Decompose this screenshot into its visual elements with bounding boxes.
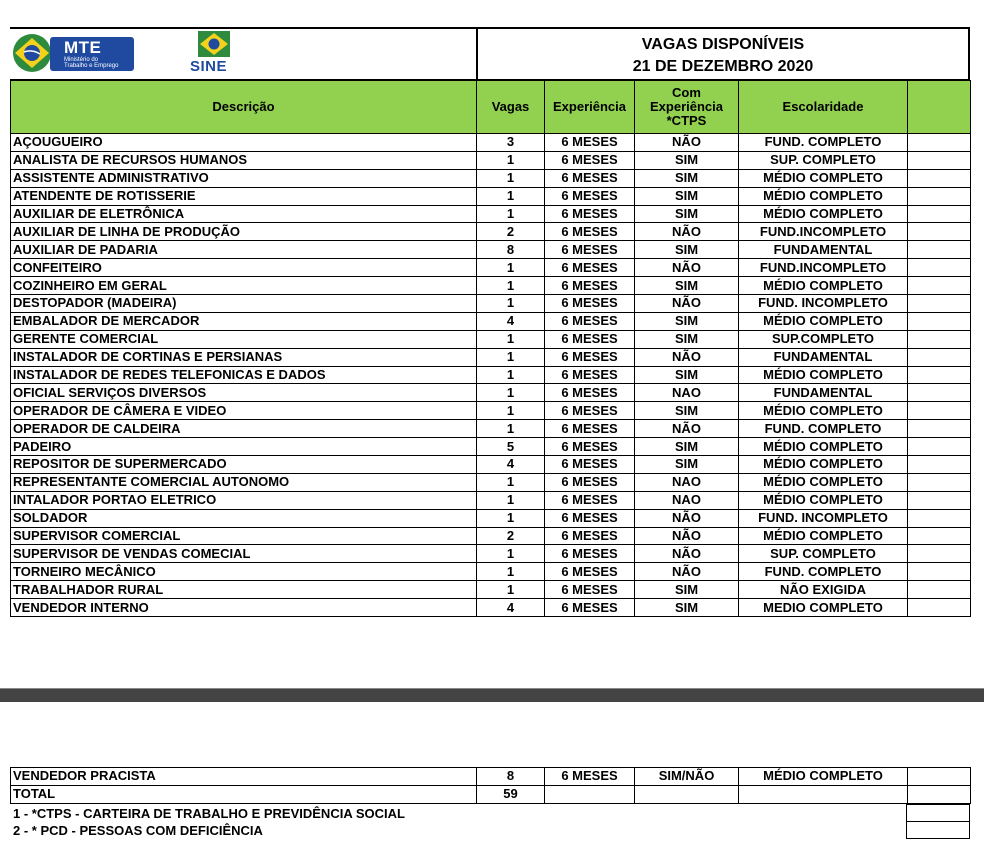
- cell-escolaridade: FUNDAMENTAL: [739, 241, 908, 259]
- cell-descricao: AUXILIAR DE ELETRÔNICA: [11, 205, 477, 223]
- table-header-row: [11, 81, 971, 134]
- cell-ctps: SIM: [635, 277, 739, 295]
- cell-blank: [908, 456, 971, 474]
- cell-vagas: 4: [477, 456, 545, 474]
- cell-blank: [908, 545, 971, 563]
- cell-blank: [908, 599, 971, 617]
- cell-ctps: SIM: [635, 581, 739, 599]
- table-row: [11, 134, 971, 152]
- table-row: [11, 312, 971, 330]
- cell-blank: [908, 384, 971, 402]
- cell-escolaridade: SUP.COMPLETO: [739, 330, 908, 348]
- cell-descricao: INSTALADOR DE REDES TELEFONICAS E DADOS: [11, 366, 477, 384]
- cell-descricao: REPRESENTANTE COMERCIAL AUTONOMO: [11, 473, 477, 491]
- cell-ctps: NAO: [635, 473, 739, 491]
- cell-vagas: 1: [477, 277, 545, 295]
- cell-ctps: SIM: [635, 187, 739, 205]
- cell-vagas: 1: [477, 330, 545, 348]
- cell-vagas: 1: [477, 366, 545, 384]
- table-row: [11, 491, 971, 509]
- cell-vagas: 2: [477, 527, 545, 545]
- cell-vagas: 1: [477, 151, 545, 169]
- cell-experiencia: 6 MESES: [545, 223, 635, 241]
- cell-blank: [908, 581, 971, 599]
- cell-escolaridade: SUP. COMPLETO: [739, 545, 908, 563]
- table-row: [11, 187, 971, 205]
- summary-table: [10, 767, 971, 804]
- cell-vagas: 1: [477, 420, 545, 438]
- cell-descricao: CONFEITEIRO: [11, 259, 477, 277]
- cell-experiencia: 6 MESES: [545, 509, 635, 527]
- cell-experiencia: 6 MESES: [545, 599, 635, 617]
- cell-descricao: REPOSITOR DE SUPERMERCADO: [11, 456, 477, 474]
- cell-ctps: SIM: [635, 330, 739, 348]
- cell-escolaridade: FUND.INCOMPLETO: [739, 259, 908, 277]
- cell-vagas: 59: [477, 785, 545, 803]
- cell-descricao: INTALADOR PORTAO ELETRICO: [11, 491, 477, 509]
- cell-experiencia: 6 MESES: [545, 527, 635, 545]
- cell-experiencia: 6 MESES: [545, 545, 635, 563]
- cell-escolaridade: MÉDIO COMPLETO: [739, 491, 908, 509]
- cell-blank: [908, 295, 971, 313]
- summary-table-body: [11, 768, 971, 804]
- cell-ctps: SIM: [635, 151, 739, 169]
- cell-descricao: AUXILIAR DE PADARIA: [11, 241, 477, 259]
- cell-ctps: NÃO: [635, 509, 739, 527]
- cell-ctps: SIM: [635, 241, 739, 259]
- cell-blank: [908, 259, 971, 277]
- cell-vagas: 1: [477, 169, 545, 187]
- cell-vagas: 4: [477, 599, 545, 617]
- cell-experiencia: 6 MESES: [545, 366, 635, 384]
- cell-ctps: NAO: [635, 491, 739, 509]
- cell-escolaridade: MÉDIO COMPLETO: [739, 277, 908, 295]
- cell-descricao: SUPERVISOR DE VENDAS COMECIAL: [11, 545, 477, 563]
- cell-ctps: SIM: [635, 599, 739, 617]
- cell-ctps: NÃO: [635, 563, 739, 581]
- cell-escolaridade: FUND. COMPLETO: [739, 563, 908, 581]
- cell-vagas: 8: [477, 768, 545, 786]
- cell-descricao: INSTALADOR DE CORTINAS E PERSIANAS: [11, 348, 477, 366]
- cell-experiencia: 6 MESES: [545, 330, 635, 348]
- cell-descricao: ASSISTENTE ADMINISTRATIVO: [11, 169, 477, 187]
- cell-vagas: 1: [477, 259, 545, 277]
- table-row: [11, 599, 971, 617]
- cell-vagas: 1: [477, 563, 545, 581]
- cell-escolaridade: MÉDIO COMPLETO: [739, 312, 908, 330]
- sheet-header: [10, 27, 970, 80]
- col-blank: [908, 81, 971, 134]
- jobs-table: [10, 80, 971, 617]
- lower-section: [10, 767, 970, 804]
- cell-escolaridade: NÃO EXIGIDA: [739, 581, 908, 599]
- cell-descricao: EMBALADOR DE MERCADOR: [11, 312, 477, 330]
- cell-blank: [908, 768, 971, 786]
- cell-descricao: PADEIRO: [11, 438, 477, 456]
- cell-vagas: 1: [477, 187, 545, 205]
- cell-ctps: NÃO: [635, 545, 739, 563]
- table-row: [11, 295, 971, 313]
- col-descricao: Descrição: [11, 81, 477, 134]
- cell-vagas: 1: [477, 384, 545, 402]
- cell-blank: [908, 473, 971, 491]
- cell-experiencia: 6 MESES: [545, 312, 635, 330]
- table-row: [11, 223, 971, 241]
- cell-ctps: NÃO: [635, 527, 739, 545]
- cell-experiencia: 6 MESES: [545, 438, 635, 456]
- cell-escolaridade: FUND.INCOMPLETO: [739, 223, 908, 241]
- col-vagas: Vagas: [477, 81, 545, 134]
- cell-blank: [908, 277, 971, 295]
- cell-blank: [908, 491, 971, 509]
- cell-ctps: NÃO: [635, 295, 739, 313]
- cell-blank: [908, 312, 971, 330]
- cell-ctps: SIM: [635, 438, 739, 456]
- mte-wordmark: [50, 37, 134, 71]
- cell-ctps: SIM: [635, 366, 739, 384]
- col-escolaridade: Escolaridade: [739, 81, 908, 134]
- cell-vagas: 2: [477, 223, 545, 241]
- cell-escolaridade: MEDIO COMPLETO: [739, 599, 908, 617]
- job-sheet: [10, 27, 970, 617]
- cell-vagas: 1: [477, 509, 545, 527]
- cell-experiencia: 6 MESES: [545, 151, 635, 169]
- cell-descricao: VENDEDOR PRACISTA: [11, 768, 477, 786]
- cell-vagas: 1: [477, 402, 545, 420]
- sine-logo-text: SINE: [190, 58, 228, 75]
- cell-experiencia: 6 MESES: [545, 491, 635, 509]
- cell-escolaridade: FUND. INCOMPLETO: [739, 509, 908, 527]
- cell-descricao: OFICIAL SERVIÇOS DIVERSOS: [11, 384, 477, 402]
- page-divider: [0, 688, 984, 702]
- cell-experiencia: 6 MESES: [545, 768, 635, 786]
- cell-descricao: GERENTE COMERCIAL: [11, 330, 477, 348]
- cell-blank: [908, 785, 971, 803]
- cell-ctps: SIM: [635, 402, 739, 420]
- cell-escolaridade: MÉDIO COMPLETO: [739, 768, 908, 786]
- cell-escolaridade: FUND. COMPLETO: [739, 420, 908, 438]
- cell-experiencia: 6 MESES: [545, 420, 635, 438]
- cell-descricao: DESTOPADOR (MADEIRA): [11, 295, 477, 313]
- cell-escolaridade: MÉDIO COMPLETO: [739, 366, 908, 384]
- cell-experiencia: 6 MESES: [545, 473, 635, 491]
- table-row: [11, 277, 971, 295]
- table-row: [11, 241, 971, 259]
- table-row: [11, 785, 971, 803]
- cell-experiencia: 6 MESES: [545, 402, 635, 420]
- cell-experiencia: 6 MESES: [545, 348, 635, 366]
- cell-descricao: ANALISTA DE RECURSOS HUMANOS: [11, 151, 477, 169]
- table-row: [11, 563, 971, 581]
- table-row: [11, 768, 971, 786]
- cell-experiencia: 6 MESES: [545, 277, 635, 295]
- col-com-experiencia: Com Experiência *CTPS: [635, 81, 739, 134]
- cell-vagas: 1: [477, 491, 545, 509]
- cell-blank: [908, 169, 971, 187]
- cell-vagas: 8: [477, 241, 545, 259]
- cell-blank: [908, 563, 971, 581]
- cell-ctps: SIM: [635, 456, 739, 474]
- cell-experiencia: 6 MESES: [545, 295, 635, 313]
- cell-descricao: TORNEIRO MECÂNICO: [11, 563, 477, 581]
- cell-escolaridade: MÉDIO COMPLETO: [739, 205, 908, 223]
- cell-blank: [908, 241, 971, 259]
- cell-vagas: 5: [477, 438, 545, 456]
- footnote-box-1: [906, 804, 970, 822]
- table-row: [11, 527, 971, 545]
- cell-escolaridade: FUND. COMPLETO: [739, 134, 908, 152]
- table-row: [11, 151, 971, 169]
- cell-ctps: [635, 785, 739, 803]
- cell-blank: [908, 348, 971, 366]
- table-row: [11, 348, 971, 366]
- cell-experiencia: 6 MESES: [545, 205, 635, 223]
- title-line-1: VAGAS DISPONÍVEIS: [641, 36, 805, 53]
- cell-escolaridade: MÉDIO COMPLETO: [739, 187, 908, 205]
- cell-blank: [908, 402, 971, 420]
- table-row: [11, 581, 971, 599]
- cell-escolaridade: MÉDIO COMPLETO: [739, 169, 908, 187]
- logo-area: [10, 29, 478, 80]
- cell-escolaridade: MÉDIO COMPLETO: [739, 456, 908, 474]
- sine-flag-icon: [198, 31, 230, 57]
- mte-logo: [12, 33, 136, 73]
- footnotes: [13, 805, 405, 839]
- cell-escolaridade: MÉDIO COMPLETO: [739, 473, 908, 491]
- cell-blank: [908, 509, 971, 527]
- cell-descricao: ATENDENTE DE ROTISSERIE: [11, 187, 477, 205]
- cell-descricao: AUXILIAR DE LINHA DE PRODUÇÃO: [11, 223, 477, 241]
- cell-vagas: 1: [477, 295, 545, 313]
- cell-blank: [908, 134, 971, 152]
- cell-experiencia: 6 MESES: [545, 134, 635, 152]
- table-row: [11, 420, 971, 438]
- cell-vagas: 1: [477, 545, 545, 563]
- cell-escolaridade: MÉDIO COMPLETO: [739, 527, 908, 545]
- cell-ctps: NÃO: [635, 259, 739, 277]
- cell-experiencia: 6 MESES: [545, 456, 635, 474]
- table-row: [11, 473, 971, 491]
- cell-descricao: COZINHEIRO EM GERAL: [11, 277, 477, 295]
- cell-escolaridade: FUND. INCOMPLETO: [739, 295, 908, 313]
- table-row: [11, 545, 971, 563]
- cell-experiencia: 6 MESES: [545, 581, 635, 599]
- table-row: [11, 330, 971, 348]
- cell-descricao: OPERADOR DE CÂMERA E VIDEO: [11, 402, 477, 420]
- page-title: [478, 29, 970, 80]
- cell-experiencia: 6 MESES: [545, 241, 635, 259]
- cell-experiencia: 6 MESES: [545, 187, 635, 205]
- cell-escolaridade: MÉDIO COMPLETO: [739, 402, 908, 420]
- cell-escolaridade: SUP. COMPLETO: [739, 151, 908, 169]
- jobs-table-body: [11, 134, 971, 617]
- cell-ctps: NÃO: [635, 420, 739, 438]
- cell-experiencia: 6 MESES: [545, 169, 635, 187]
- cell-vagas: 1: [477, 348, 545, 366]
- footnote-1: 1 - *CTPS - CARTEIRA DE TRABALHO E PREVIDÊNCIA SOCIAL: [13, 806, 405, 821]
- cell-blank: [908, 420, 971, 438]
- table-row: [11, 438, 971, 456]
- cell-ctps: NÃO: [635, 348, 739, 366]
- cell-blank: [908, 330, 971, 348]
- cell-blank: [908, 187, 971, 205]
- cell-vagas: 1: [477, 473, 545, 491]
- cell-blank: [908, 205, 971, 223]
- table-row: [11, 169, 971, 187]
- cell-experiencia: 6 MESES: [545, 384, 635, 402]
- cell-blank: [908, 438, 971, 456]
- table-row: [11, 384, 971, 402]
- mte-logo-subtext: Ministério do Trabalho e Emprego: [64, 57, 119, 69]
- table-row: [11, 366, 971, 384]
- cell-ctps: SIM/NÃO: [635, 768, 739, 786]
- mte-logo-text: MTE: [64, 38, 102, 57]
- cell-escolaridade: MÉDIO COMPLETO: [739, 438, 908, 456]
- footnote-2: 2 - * PCD - PESSOAS COM DEFICIÊNCIA: [13, 823, 263, 838]
- cell-ctps: SIM: [635, 312, 739, 330]
- sine-logo: [188, 31, 242, 77]
- footnote-box-2: [906, 821, 970, 839]
- cell-descricao: SOLDADOR: [11, 509, 477, 527]
- cell-descricao: OPERADOR DE CALDEIRA: [11, 420, 477, 438]
- cell-vagas: 3: [477, 134, 545, 152]
- cell-escolaridade: [739, 785, 908, 803]
- cell-escolaridade: FUNDAMENTAL: [739, 348, 908, 366]
- table-row: [11, 259, 971, 277]
- cell-ctps: SIM: [635, 169, 739, 187]
- cell-vagas: 1: [477, 205, 545, 223]
- cell-descricao: SUPERVISOR COMERCIAL: [11, 527, 477, 545]
- table-row: [11, 402, 971, 420]
- cell-blank: [908, 223, 971, 241]
- cell-ctps: SIM: [635, 205, 739, 223]
- cell-blank: [908, 366, 971, 384]
- table-row: [11, 456, 971, 474]
- cell-blank: [908, 151, 971, 169]
- cell-ctps: NÃO: [635, 134, 739, 152]
- cell-experiencia: 6 MESES: [545, 563, 635, 581]
- col-experiencia: Experiência: [545, 81, 635, 134]
- cell-descricao: TRABALHADOR RURAL: [11, 581, 477, 599]
- title-line-2: 21 DE DEZEMBRO 2020: [632, 58, 814, 75]
- cell-vagas: 4: [477, 312, 545, 330]
- cell-descricao: AÇOUGUEIRO: [11, 134, 477, 152]
- table-row: [11, 205, 971, 223]
- cell-blank: [908, 527, 971, 545]
- cell-vagas: 1: [477, 581, 545, 599]
- cell-ctps: NAO: [635, 384, 739, 402]
- cell-descricao: VENDEDOR INTERNO: [11, 599, 477, 617]
- cell-experiencia: [545, 785, 635, 803]
- cell-descricao: TOTAL: [11, 785, 477, 803]
- cell-experiencia: 6 MESES: [545, 259, 635, 277]
- table-row: [11, 509, 971, 527]
- cell-escolaridade: FUNDAMENTAL: [739, 384, 908, 402]
- cell-ctps: NÃO: [635, 223, 739, 241]
